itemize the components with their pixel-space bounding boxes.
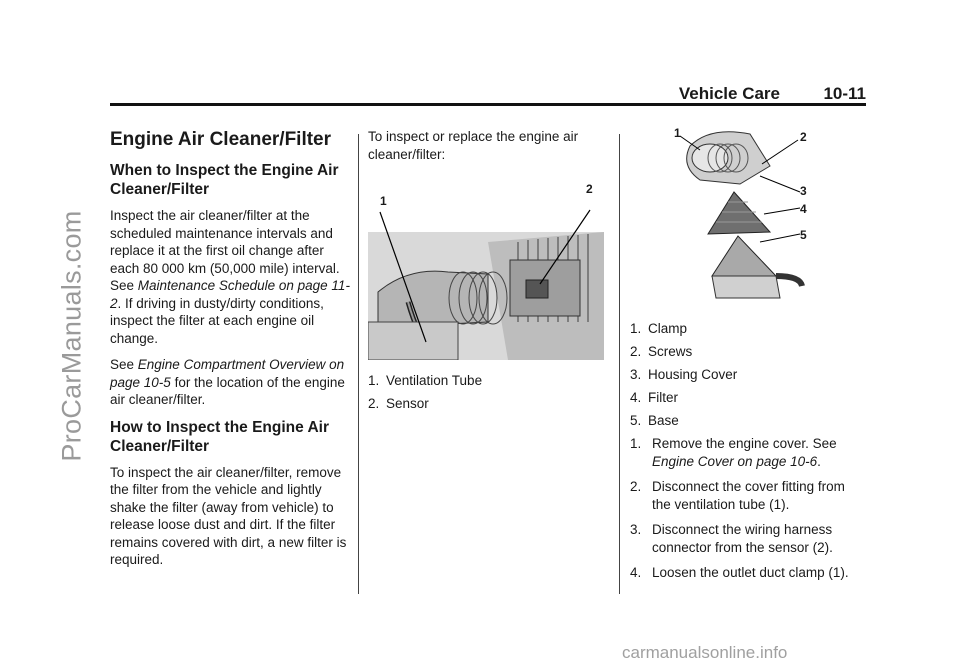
callout-2: 2	[800, 130, 807, 144]
xref-engine-cover[interactable]: Engine Cover on page 10-6	[652, 453, 818, 469]
figure-legend-2	[630, 320, 866, 430]
list-item: 1. Clamp	[630, 321, 688, 336]
column-divider-2	[619, 134, 620, 594]
air-cleaner-exploded-illustration	[630, 126, 866, 312]
procedure-steps	[630, 435, 866, 582]
figure-legend-1	[368, 372, 604, 413]
callout-2: 2	[586, 182, 593, 196]
step-item: 3. Disconnect the wiring harness connector from the sensor (2).	[630, 522, 833, 555]
callout-4: 4	[800, 202, 807, 216]
column-1	[110, 128, 350, 578]
page-header	[110, 84, 866, 104]
step-item: 1. Remove the engine cover. See Engine Cover on page 10-6.	[630, 436, 837, 469]
column-divider-1	[358, 134, 359, 594]
page-number: 10-11	[823, 84, 866, 103]
side-watermark: ProCarManuals.com	[56, 210, 87, 462]
header-rule	[110, 103, 866, 106]
heading-when-to-inspect: When to Inspect the Engine Air Cleaner/Filter	[110, 162, 339, 198]
paragraph-intro: To inspect or replace the engine air cleaner/filter:	[368, 129, 579, 162]
bottom-watermark: carmanualsonline.info	[622, 643, 788, 662]
paragraph-inspect-interval: Inspect the air cleaner/filter at the scheduled maintenance intervals and replace it at the first oil change after each 80 000 km (50,000 mile) interval. See Maintenance Schedule on page 11-2. If driving in dusty/dirty conditions, inspect the filter at each engine oil change.	[110, 208, 350, 346]
xref-engine-compartment[interactable]: Engine Compartment Overview on page 10-5	[110, 357, 345, 390]
step-item: 2. Disconnect the cover fitting from the ventilation tube (1).	[630, 479, 845, 512]
column-2	[368, 128, 604, 418]
column-3	[630, 128, 866, 590]
list-item: 2. Screws	[630, 344, 693, 359]
list-item: 4. Filter	[630, 390, 678, 405]
engine-air-intake-illustration	[368, 172, 604, 360]
callout-1: 1	[380, 194, 387, 208]
heading-how-to-inspect: How to Inspect the Engine Air Cleaner/Filter	[110, 418, 330, 455]
callout-3: 3	[800, 184, 807, 198]
list-item: 5. Base	[630, 413, 679, 428]
paragraph-how-to-inspect: To inspect the air cleaner/filter, remove the filter from the vehicle and lightly shake the filter (away from vehicle) to release loose dust and dirt. If the filter remains covered with dirt, a new filter is required.	[110, 464, 347, 567]
step-item: 4. Loosen the outlet duct clamp (1).	[630, 565, 849, 580]
list-item: 3. Housing Cover	[630, 367, 738, 382]
list-item: 2. Sensor	[368, 396, 429, 411]
callout-1: 1	[674, 126, 681, 140]
list-item: 1. Ventilation Tube	[368, 373, 483, 388]
callout-5: 5	[800, 228, 807, 242]
section-title: Vehicle Care	[678, 84, 780, 103]
page-title: Engine Air Cleaner/Filter	[110, 129, 332, 150]
xref-maintenance-schedule[interactable]: Maintenance Schedule on page 11-2	[110, 278, 350, 311]
paragraph-location: See Engine Compartment Overview on page 10-5 for the location of the engine air cleaner/filter.	[110, 357, 345, 407]
